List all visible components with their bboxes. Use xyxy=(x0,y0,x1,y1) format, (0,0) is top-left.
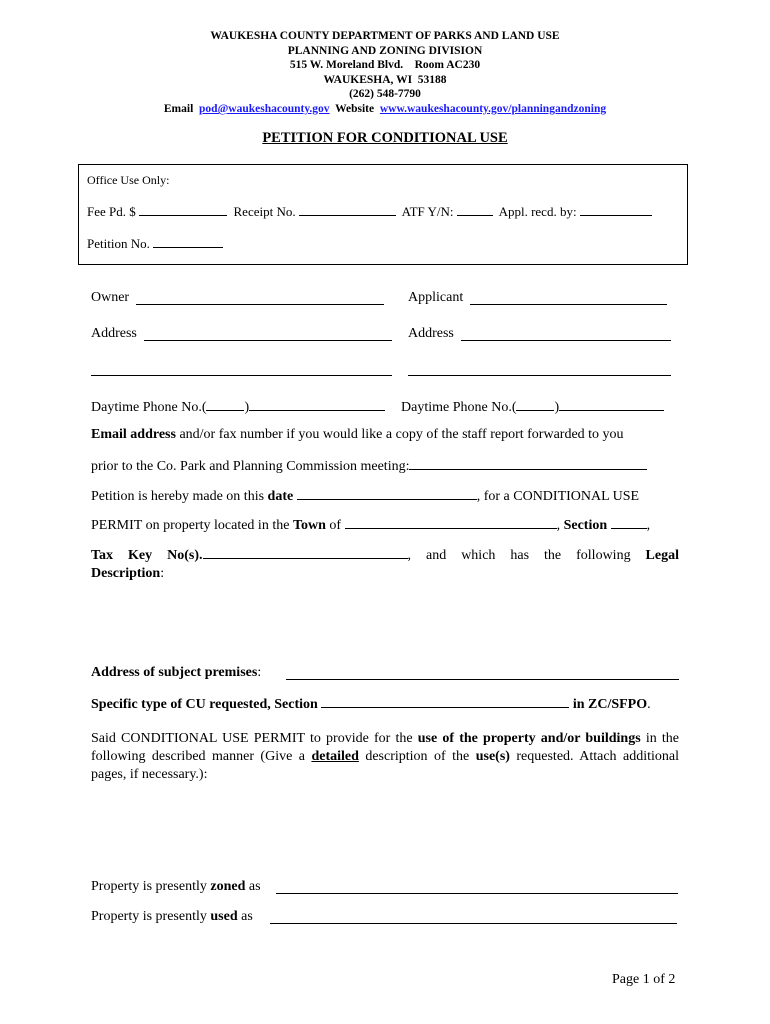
office-use-box xyxy=(78,164,688,265)
permit-text: PERMIT on property located in the xyxy=(91,518,293,533)
atf-field[interactable] xyxy=(457,203,493,216)
website-link[interactable]: www.waukeshacounty.gov/planningandzoning xyxy=(379,103,607,115)
cu-type-label: Specific type of CU requested, Section xyxy=(91,697,318,712)
used-field[interactable] xyxy=(270,923,677,924)
cu-type-row: Specific type of CU requested, Section in ZC/SFPO. xyxy=(91,697,651,712)
used-as: as xyxy=(237,909,253,924)
applicant-phone-row xyxy=(401,398,664,416)
owner-label: Owner xyxy=(91,290,130,305)
town-field[interactable] xyxy=(345,516,557,529)
cu-section-field[interactable] xyxy=(321,695,569,708)
office-use-label: Office Use Only: xyxy=(87,173,170,187)
contact-line xyxy=(0,102,770,117)
owner-phone-field[interactable] xyxy=(249,398,385,411)
used-row xyxy=(91,909,253,925)
said-text-1: Said CONDITIONAL USE PERMIT to provide for the xyxy=(91,731,418,746)
zoned-as: as xyxy=(245,879,261,894)
street-address: 515 W. Moreland Blvd. Room AC230 xyxy=(289,59,481,71)
dept-name: WAUKESHA COUNTY DEPARTMENT OF PARKS AND LAND USE xyxy=(210,30,560,42)
division-name: PLANNING AND ZONING DIVISION xyxy=(287,44,483,57)
use-description-area[interactable] xyxy=(91,790,679,870)
prior-meeting-row xyxy=(91,457,647,475)
petition-no-row xyxy=(87,235,223,252)
fee-field[interactable] xyxy=(139,203,227,216)
said-use-bold: use of the property and/or buildings xyxy=(417,731,641,746)
appl-label: Appl. recd. by: xyxy=(498,204,577,219)
email-link[interactable]: pod@waukeshacounty.gov xyxy=(199,103,330,115)
tax-key-paragraph xyxy=(91,546,679,583)
section-field[interactable] xyxy=(611,516,647,529)
petition-date-row xyxy=(91,487,639,505)
applicant-paren-close: ) xyxy=(554,400,560,415)
tax-key-text: , and which has the following xyxy=(407,548,646,563)
use-description-paragraph xyxy=(91,730,679,784)
phone-number: (262) 548-7790 xyxy=(349,88,421,100)
said-text-2: in the following described manner (Give a xyxy=(91,731,679,764)
city-state-zip: WAUKESHA, WI 53188 xyxy=(323,73,447,86)
date-label: date xyxy=(267,489,294,504)
legal-description-area[interactable] xyxy=(91,585,679,660)
zoned-label: zoned xyxy=(210,879,246,894)
said-text-3: description of the xyxy=(358,749,476,764)
petition-no-label: Petition No. xyxy=(87,236,150,251)
receipt-label: Receipt No. xyxy=(233,204,296,219)
legal-label: Legal xyxy=(645,548,679,563)
website-label: Website xyxy=(335,103,375,115)
tax-key-label: Tax Key No(s). xyxy=(91,548,203,563)
subject-address-field[interactable] xyxy=(286,679,679,680)
atf-label: ATF Y/N: xyxy=(401,204,454,219)
fee-label: Fee Pd. $ xyxy=(87,204,136,219)
email-fax-field[interactable] xyxy=(409,457,647,470)
said-text-4: requested. Attach additional pages, if necessary.): xyxy=(91,749,679,782)
email-label: Email xyxy=(163,103,194,115)
receipt-field[interactable] xyxy=(299,203,396,216)
date-field[interactable] xyxy=(297,487,477,500)
town-label: Town xyxy=(292,518,326,533)
applicant-label: Applicant xyxy=(408,290,464,305)
description-colon: : xyxy=(160,566,165,581)
owner-phone-label: Daytime Phone No.( xyxy=(91,400,207,415)
subject-address-label: Address of subject premises xyxy=(91,665,258,680)
applicant-field[interactable] xyxy=(470,304,667,305)
said-uses: use(s) xyxy=(475,749,510,764)
owner-paren-close: ) xyxy=(244,400,250,415)
email-instruction-text: and/or fax number if you would like a copy of the staff report forwarded to you xyxy=(175,427,624,442)
zoned-field[interactable] xyxy=(276,893,678,894)
appl-field[interactable] xyxy=(580,203,652,216)
town-of-text: of xyxy=(325,518,345,533)
applicant-phone-field[interactable] xyxy=(559,398,664,411)
owner-field[interactable] xyxy=(136,304,384,305)
petition-text-1: Petition is hereby made on this xyxy=(91,489,268,504)
applicant-area-code-field[interactable] xyxy=(516,398,554,411)
applicant-phone-label: Daytime Phone No.( xyxy=(401,400,517,415)
description-label: Description xyxy=(91,566,161,581)
used-text: Property is presently xyxy=(91,909,211,924)
section-label: Section xyxy=(563,518,608,533)
applicant-address-label: Address xyxy=(408,326,454,341)
petition-text-2: , for a CONDITIONAL USE xyxy=(476,489,640,504)
email-instruction xyxy=(91,427,624,443)
subject-address-row xyxy=(91,665,261,681)
zc-sfpo-label: in ZC/SFPO xyxy=(572,697,648,712)
said-detailed: detailed xyxy=(311,749,359,764)
owner-address-line2[interactable] xyxy=(91,375,392,376)
applicant-address-field[interactable] xyxy=(461,340,671,341)
subject-address-colon: : xyxy=(257,665,262,680)
petition-no-field[interactable] xyxy=(153,235,223,248)
zoned-text: Property is presently xyxy=(91,879,211,894)
used-label: used xyxy=(210,909,238,924)
tax-key-field[interactable] xyxy=(203,546,408,559)
page-title: PETITION FOR CONDITIONAL USE xyxy=(262,130,508,146)
office-fields-row xyxy=(87,203,652,220)
prior-meeting-label: prior to the Co. Park and Planning Commission meeting: xyxy=(91,459,410,474)
owner-area-code-field[interactable] xyxy=(206,398,244,411)
applicant-address-line2[interactable] xyxy=(408,375,671,376)
email-address-label: Email address xyxy=(91,427,176,442)
zoned-row xyxy=(91,879,261,895)
owner-address-field[interactable] xyxy=(144,340,392,341)
owner-address-label: Address xyxy=(91,326,137,341)
owner-phone-row xyxy=(91,398,385,416)
town-row: PERMIT on property located in the Town of , Section , xyxy=(91,518,651,533)
page-number: Page 1 of 2 xyxy=(612,972,676,987)
